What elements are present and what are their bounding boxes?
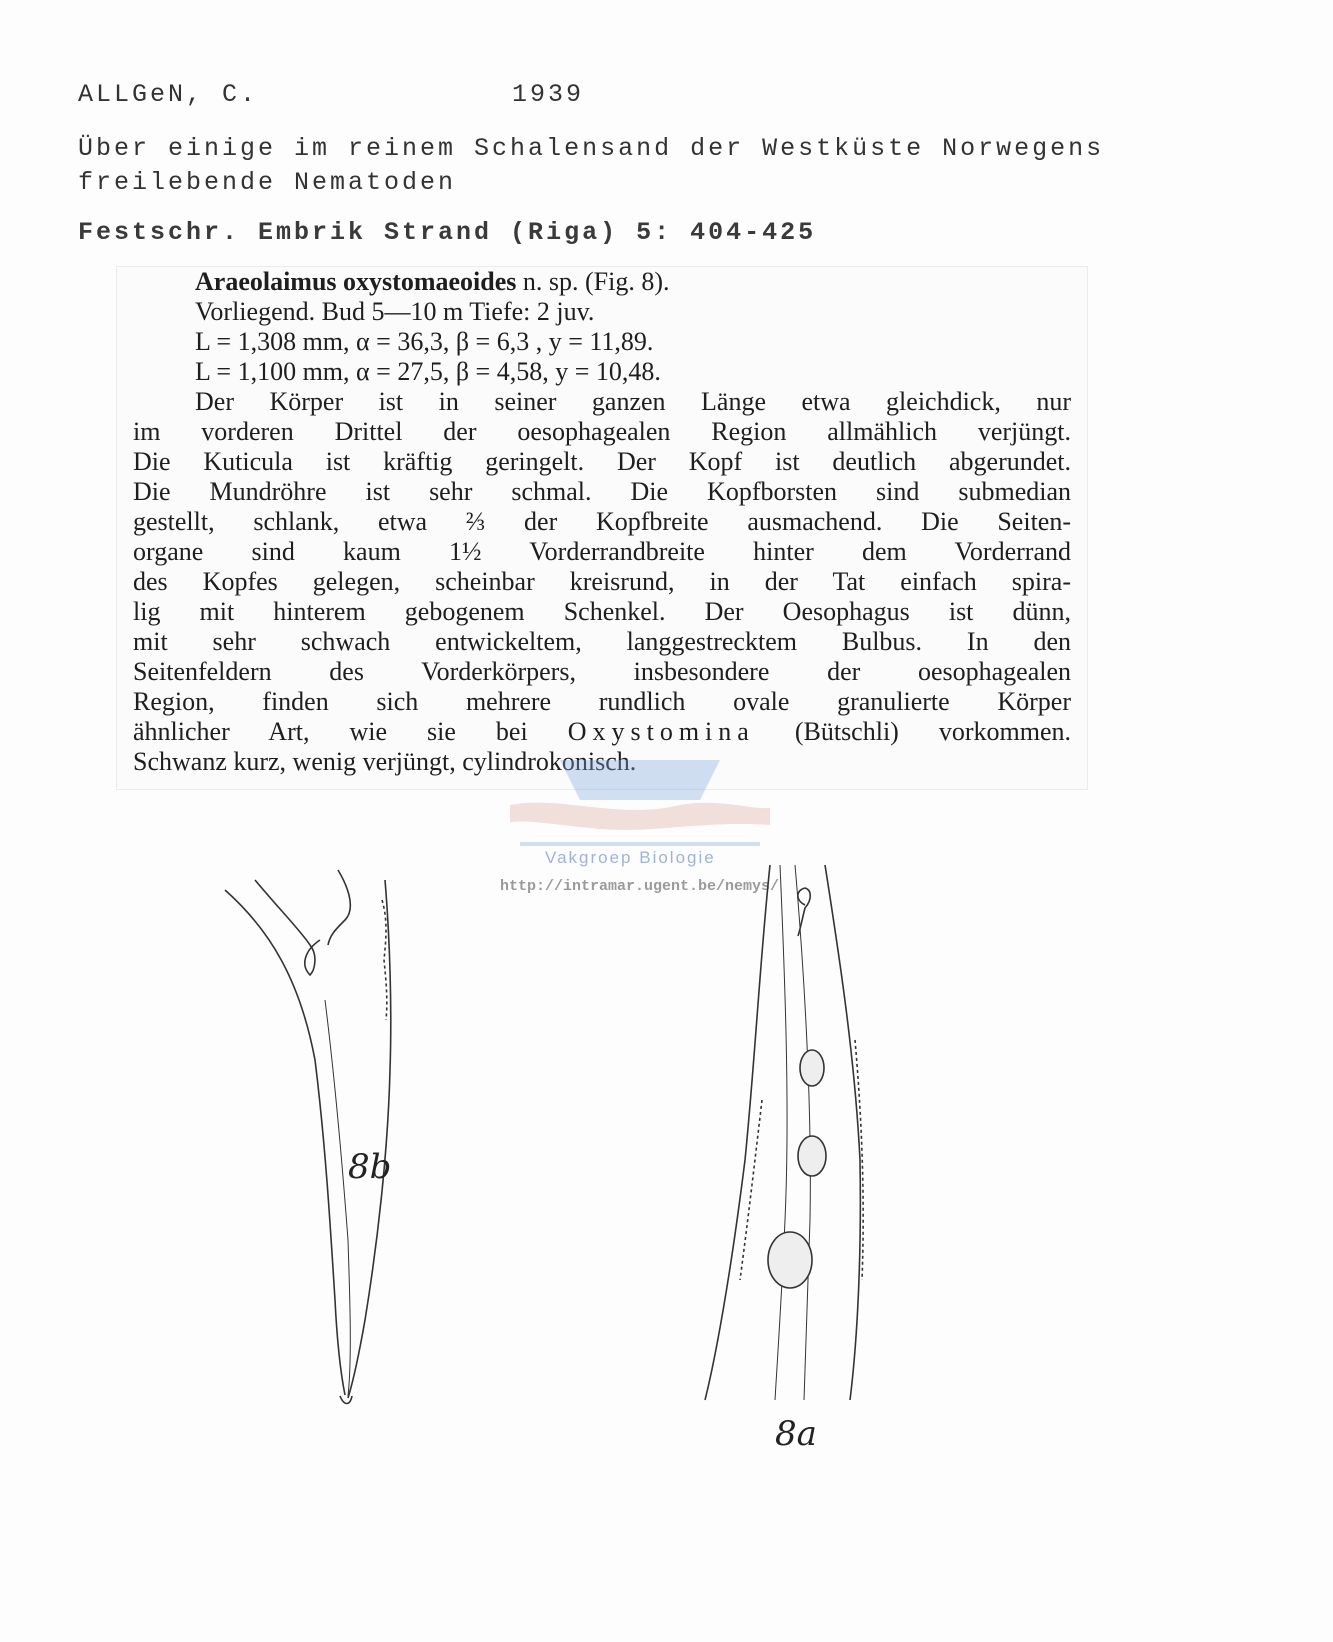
watermark-text: Vakgroep Biologie <box>545 848 716 867</box>
label-8b: 8b <box>348 1147 392 1187</box>
body-line: Seitenfeldern des Vorderkörpers, insbesondere der oesophagealen <box>133 657 1071 686</box>
body-line: des Kopfes gelegen, scheinbar kreisrund, in der Tat einfach spira- <box>133 567 1071 596</box>
locality: Vorliegend. Bud 5—10 m Tiefe: 2 juv. <box>195 297 595 326</box>
species-name: Araeolaimus oxystomaeoides <box>195 267 517 296</box>
nematode-figure <box>200 860 900 1480</box>
year: 1939 <box>512 80 585 109</box>
body-line: Die Mundröhre ist sehr schmal. Die Kopfborsten sind submedian <box>133 477 1071 506</box>
source-citation: Festschr. Embrik Strand (Riga) 5: 404-425 <box>78 218 817 247</box>
figure-8b <box>225 870 391 1404</box>
body-line-genus <box>133 717 1071 747</box>
species-suffix: n. sp. (Fig. 8). <box>516 267 670 296</box>
body-line: Der Körper ist in seiner ganzen Länge etwa gleichdick, nur <box>195 387 1071 416</box>
body-line-last: Schwanz kurz, wenig verjüngt, cylindrokonisch. <box>133 747 637 776</box>
body-line: Die Kuticula ist kräftig geringelt. Der Kopf ist deutlich abgerundet. <box>133 447 1071 476</box>
body-line: organe sind kaum 1½ Vorderrandbreite hinter dem Vorderrand <box>133 537 1071 566</box>
body-line: gestellt, schlank, etwa ⅔ der Kopfbreite ausmachend. Die Seiten- <box>133 507 1071 536</box>
title-line-2: freilebende Nematoden <box>78 168 457 197</box>
genus-line-pre: ähnlicher Art, wie sie bei <box>133 717 568 746</box>
text-clipping <box>116 266 1088 790</box>
genus-name: Oxystomina <box>567 717 755 746</box>
genus-line-post: (Bütschli) vorkommen. <box>754 717 1071 746</box>
label-8a: 8a <box>775 1414 817 1454</box>
watermark-url: http://intramar.ugent.be/nemys/ <box>500 878 780 895</box>
author: ALLGeN, C. <box>78 80 259 109</box>
body-line: Region, finden sich mehrere rundlich ovale granulierte Körper <box>133 687 1071 716</box>
title-line-1: Über einige im reinem Schalensand der Westküste Norwegens <box>78 134 1105 163</box>
body-line: lig mit hinterem gebogenem Schenkel. Der Oesophagus ist dünn, <box>133 597 1071 626</box>
measurement-2: L = 1,100 mm, α = 27,5, β = 4,58, y = 10,48. <box>195 357 661 386</box>
measurement-1: L = 1,308 mm, α = 36,3, β = 6,3 , y = 11,89. <box>195 327 654 356</box>
body-line: mit sehr schwach entwickeltem, langgestrecktem Bulbus. In den <box>133 627 1071 656</box>
species-heading <box>195 267 669 297</box>
figure-8a <box>705 865 863 1400</box>
body-line: im vorderen Drittel der oesophagealen Region allmählich verjüngt. <box>133 417 1071 446</box>
